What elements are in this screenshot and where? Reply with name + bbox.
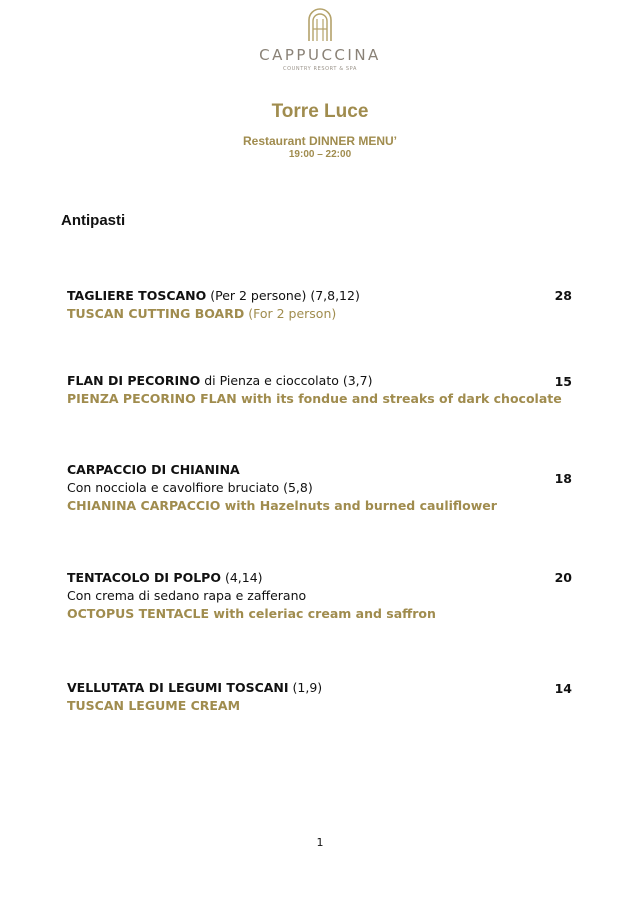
menu-item bbox=[67, 287, 575, 323]
item-name-it: CARPACCIO DI CHIANINA bbox=[67, 462, 240, 477]
menu-subtitle: Restaurant DINNER MENU’ bbox=[242, 134, 398, 148]
section-title: Antipasti bbox=[61, 212, 126, 229]
menu-item bbox=[67, 569, 575, 623]
item-name-en: TUSCAN LEGUME CREAM bbox=[67, 698, 241, 713]
brand-subtitle: COUNTRY RESORT & SPA bbox=[283, 66, 357, 72]
menu-item bbox=[67, 372, 575, 408]
item-name-en: PIENZA PECORINO FLAN bbox=[67, 391, 237, 406]
item-line2-it: Con nocciola e cavolfiore bruciato (5,8) bbox=[67, 480, 313, 495]
item-detail-en: with Hazelnuts and burned cauliflower bbox=[220, 498, 497, 513]
item-price: 14 bbox=[554, 681, 572, 696]
item-price: 15 bbox=[554, 374, 572, 389]
item-name-en: OCTOPUS TENTACLE bbox=[67, 606, 210, 621]
service-hours: 19:00 – 22:00 bbox=[288, 149, 352, 160]
restaurant-title: Torre Luce bbox=[271, 101, 369, 122]
item-detail-it: di Pienza e cioccolato (3,7) bbox=[200, 373, 373, 388]
item-price: 20 bbox=[554, 570, 572, 585]
item-name-it: VELLUTATA DI LEGUMI TOSCANI bbox=[67, 680, 289, 695]
item-detail-en: with its fondue and streaks of dark chocolate bbox=[236, 391, 562, 406]
logo bbox=[0, 6, 640, 72]
item-name-en: CHIANINA CARPACCIO bbox=[67, 498, 221, 513]
item-detail-it: (1,9) bbox=[288, 680, 323, 695]
arch-logo-icon bbox=[306, 6, 334, 42]
item-detail-en: with celeriac cream and saffron bbox=[209, 606, 436, 621]
item-name-it: TENTACOLO DI POLPO bbox=[67, 570, 221, 585]
item-name-en: TUSCAN CUTTING BOARD bbox=[67, 306, 245, 321]
page-number: 1 bbox=[316, 836, 324, 849]
item-name-it: TAGLIERE TOSCANO bbox=[67, 288, 207, 303]
item-name-it: FLAN DI PECORINO bbox=[67, 373, 201, 388]
menu-item bbox=[67, 679, 575, 715]
item-detail-en: (For 2 person) bbox=[244, 306, 337, 321]
item-detail-it: (4,14) bbox=[220, 570, 263, 585]
brand-name: CAPPUCCINA bbox=[259, 46, 381, 64]
item-detail-it: (Per 2 persone) (7,8,12) bbox=[206, 288, 360, 303]
item-line2-it: Con crema di sedano rapa e zafferano bbox=[67, 588, 307, 603]
item-price: 18 bbox=[554, 471, 572, 486]
menu-item bbox=[67, 461, 575, 515]
item-price: 28 bbox=[554, 288, 572, 303]
